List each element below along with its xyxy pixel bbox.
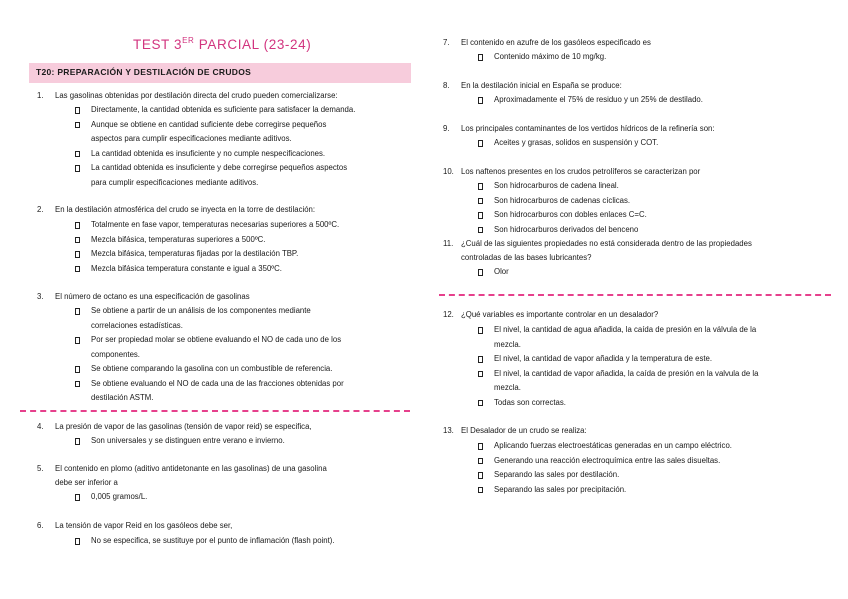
question-text: El número de octano es una especificación de gasolinas	[55, 292, 250, 301]
checkbox-icon[interactable]	[478, 400, 483, 407]
checkbox-icon[interactable]	[478, 97, 483, 104]
checkbox-icon[interactable]	[75, 494, 80, 501]
checkbox-icon[interactable]	[478, 140, 483, 147]
checkbox-icon[interactable]	[478, 472, 483, 479]
question-text: ¿Cuál de las siguientes propiedades no está considerada dentro de las propiedades	[461, 239, 752, 248]
question-text: Los naftenos presentes en los crudos petrolíferos se caracterizan por	[461, 167, 701, 176]
checkbox-icon[interactable]	[478, 269, 483, 276]
checkbox-icon[interactable]	[75, 107, 80, 114]
checkbox-icon[interactable]	[75, 266, 80, 273]
question-text: ¿Qué variables es importante controlar en un desalador?	[461, 310, 659, 319]
checkbox-icon[interactable]	[478, 443, 483, 450]
question-text: En la destilación inicial en España se produce:	[461, 81, 622, 90]
section-title: T20: PREPARACIÓN Y DESTILACIÓN DE CRUDOS	[36, 67, 252, 77]
checkbox-icon[interactable]	[75, 381, 80, 388]
checkbox-icon[interactable]	[478, 183, 483, 190]
checkbox-icon[interactable]	[75, 308, 80, 315]
checkbox-icon[interactable]	[75, 366, 80, 373]
checkbox-icon[interactable]	[75, 165, 80, 172]
dashed-divider	[439, 294, 831, 296]
checkbox-icon[interactable]	[75, 151, 80, 158]
checkbox-icon[interactable]	[478, 327, 483, 334]
exam-page: TEST 3ER PARCIAL (23-24) T20: PREPARACIÓN Y DESTILACIÓN DE CRUDOS 1. Las gasolinas obtenidas por destilación directa del crudo pueden comercializarse: Directamente, la cantidad obtenida es suficiente para satisfacer la demanda. Aunque se obtiene en cantidad suficiente debe corregirse pequeños aspectos para cumplir especificaciones mediante aditivos. La cantidad obtenida es insuficiente y no cumple nespecificaciones. La cantidad obtenida es insuficiente y debe corregirse pequeños aspectos para cumplir especificaciones mediante aditivos. 2. En la destilación atmosférica del crudo se inyecta en la torre de destilación: Totalmente en fase vapor, temperaturas necesarias superiores a 500ºC. Mezcla bifásica, temperaturas superiores a 500ºC. Mezcla bifásica, temperaturas fijadas por la destilación TBP. Mezcla bifásica temperatura constante e igual a 350ºC. 3. El número de octano es una especificación de gasolinas Se obtiene a partir de un análisis de los componentes mediante correlaciones estadísticas. Por ser propiedad molar se obtiene evaluando el NO de cada uno de los componentes. Se obtiene comparando la gasolina con un combustible de referencia. Se obtiene evaluando el NO de cada una de las fracciones obtenidas por destilación ASTM. 4. La presión de vapor de las gasolinas (tensión de vapor reid) se especifica, Son universales y se distinguen entre verano e invierno. 5. El contenido en plomo (aditivo antidetonante en las gasolinas) de una gasolina debe ser inferior a 0,005 gramos/L. 6. La tensión de vapor Reid en los gasóleos debe ser, No se especifica, se sustituye por el punto de inflamación (flash point). 7. El contenido en azufre de los gasóleos especificado es Contenido máximo de 10 mg/kg. 8. En la destilación inicial en España se produce: Aproximadamente el 75% de residuo y un 25% de destilado. 9. Los principales contaminantes de los vertidos hídricos de la refinería son: Aceites y grasas, solidos en suspensión y COT. 10. Los naftenos presentes en los crudos petrolíferos se caracterizan por Son hidrocarburos de cadena lineal. Son hidrocarburos de cadenas cíclicas. Son hidrocarburos con dobles enlaces C=C. Son hidrocarburos derivados del benceno 11. ¿Cuál de las siguientes propiedades no está considerada dentro de las propiedades controladas de las bases lubricantes? Olor 12. ¿Qué variables es importante controlar en un desalador? El nivel, la cantidad de agua añadida, la caída de presión en la válvula de la mezcla. El nivel, la cantidad de vapor añadida y la temperatura de este. El nivel, la cantidad de vapor añadida, la caída de presión en la valvula de la mezcla. Todas son correctas. 13. El Desalador de un crudo se realiza: Aplicando fuerzas electroestáticas generadas en un campo eléctrico. Generando una reacción electroquímica entre las sales disueltas. Separando las sales por destilación. Separando las sales por precipitación.	[0, 0, 848, 599]
checkbox-icon[interactable]	[75, 438, 80, 445]
dashed-divider	[20, 410, 410, 412]
question-text: La tensión de vapor Reid en los gasóleos debe ser,	[55, 521, 233, 530]
checkbox-icon[interactable]	[75, 538, 80, 545]
checkbox-icon[interactable]	[75, 222, 80, 229]
checkbox-icon[interactable]	[478, 371, 483, 378]
question-text: La presión de vapor de las gasolinas (tensión de vapor reid) se especifica,	[55, 422, 312, 431]
checkbox-icon[interactable]	[478, 54, 483, 61]
question-text: Los principales contaminantes de los vertidos hídricos de la refinería son:	[461, 124, 715, 133]
page-title: TEST 3ER PARCIAL (23-24)	[133, 36, 312, 52]
checkbox-icon[interactable]	[478, 227, 483, 234]
section-header	[29, 63, 411, 83]
checkbox-icon[interactable]	[478, 487, 483, 494]
checkbox-icon[interactable]	[75, 337, 80, 344]
checkbox-icon[interactable]	[478, 356, 483, 363]
checkbox-icon[interactable]	[478, 198, 483, 205]
checkbox-icon[interactable]	[478, 212, 483, 219]
checkbox-icon[interactable]	[75, 122, 80, 129]
checkbox-icon[interactable]	[75, 251, 80, 258]
question-text: El Desalador de un crudo se realiza:	[461, 426, 587, 435]
question-text: En la destilación atmosférica del crudo se inyecta en la torre de destilación:	[55, 205, 316, 214]
question-text: El contenido en plomo (aditivo antidetonante en las gasolinas) de una gasolina	[55, 464, 327, 473]
question-text: El contenido en azufre de los gasóleos especificado es	[461, 38, 651, 47]
question-text: Las gasolinas obtenidas por destilación directa del crudo pueden comercializarse:	[55, 91, 338, 100]
checkbox-icon[interactable]	[478, 458, 483, 465]
checkbox-icon[interactable]	[75, 237, 80, 244]
